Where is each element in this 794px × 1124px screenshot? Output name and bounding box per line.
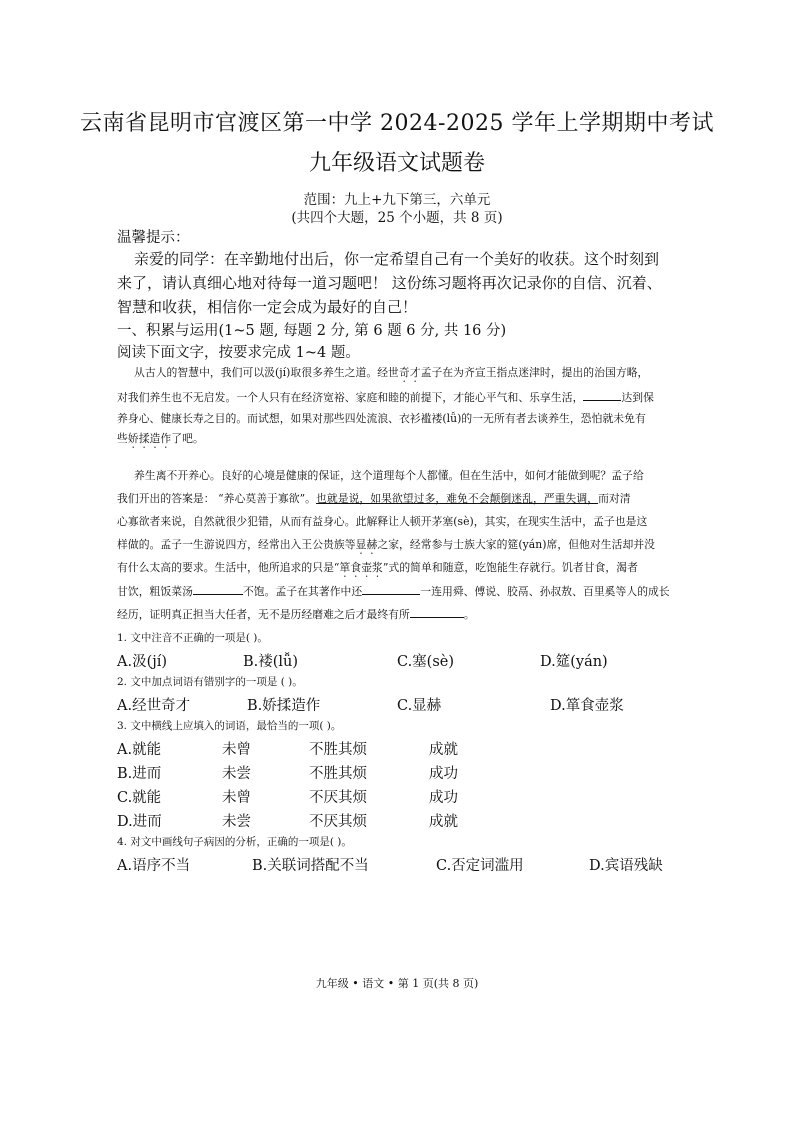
q2-option-a[interactable]: A.经世奇才	[117, 698, 191, 714]
underlined-sentence: 也就是说，如果欲望过多，难免不会颠倒迷乱，严重失调，	[316, 492, 599, 505]
passage-line: 养生离不开养心。良好的心境是健康的保证，这个道理每个人都懂。但在生活中，如何才能做到呢？孟子给	[134, 469, 644, 482]
q1-option-c[interactable]: C.塞(sè)	[397, 654, 455, 670]
passage-line: 甘饮，粗饭菜汤 不饱。孟子在其著作中还 一连用舜、傅说、胶鬲、孙叔敖、百里奚等人的成长	[117, 585, 670, 598]
q3-option-b[interactable]: B.进而	[117, 766, 162, 782]
exam-subtitle: 九年级语文试题卷	[308, 151, 485, 176]
passage-line: 有什么太高的要求。生活中，他所追求的只是“箪食壶浆”式的简单和随意，吃饱能生存就行。饥者甘食，渴者	[117, 561, 638, 574]
q3-option-c[interactable]: C.就能	[117, 790, 162, 806]
dotted-word: 娇揉造作	[127, 432, 172, 445]
q3-option-a-word4: 成就	[429, 742, 458, 758]
q3-option-d-word4: 成就	[429, 814, 458, 830]
q4-option-c[interactable]: C.否定词滥用	[436, 858, 524, 874]
q3-option-a-word2: 未曾	[222, 742, 251, 758]
q2-option-d[interactable]: D.箪食壶浆	[550, 698, 624, 714]
section-1-title: 一、积累与运用(1~5 题, 每题 2 分, 第 6 题 6 分, 共 16 分)	[117, 323, 507, 339]
q1-option-a[interactable]: A.汲(jí)	[117, 654, 168, 670]
dotted-word: 奇才	[398, 366, 421, 379]
passage-line: 样做的。孟子一生游说四方，经常出入王公贵族等显赫之家，经常参与士族大家的筵(yán)席，但他对生活却并没	[117, 538, 655, 551]
question-4-stem: 4. 对文中画线句子病因的分析，正确的一项是( )。	[117, 836, 352, 848]
passage-line: 些娇揉造作了吧。	[117, 432, 204, 445]
exam-title: 云南省昆明市官渡区第一中学 2024-2025 学年上学期期中考试	[80, 111, 714, 136]
passage-line: 从古人的智慧中，我们可以汲(jí)取很多养生之道。经世奇才孟子在为齐宣王指点迷津时，提出的治国方略，	[134, 366, 649, 379]
dotted-word: 箪食壶浆	[339, 561, 383, 574]
section-1-instruction: 阅读下面文字，按要求完成 1~4 题。	[117, 345, 360, 361]
question-1-stem: 1. 文中注音不正确的一项是( )。	[117, 632, 268, 644]
exam-scope: 范围：九上+九下第三，六单元	[303, 192, 491, 208]
question-2-stem: 2. 文中加点词语有错别字的一项是 ( )。	[117, 676, 303, 688]
fill-blank	[583, 389, 621, 401]
q1-option-d[interactable]: D.筵(yán)	[540, 654, 608, 670]
passage-line: 养身心、健康长寿之目的。而试想，如果对那些四处流浪、衣衫褴褛(lǚ)的一无所有者去谈养生，恐怕就未免有	[117, 412, 646, 425]
fill-blank	[362, 583, 420, 595]
tip-line-1: 亲爱的同学：在辛勤地付出后，你一定希望自己有一个美好的收获。这个时刻到	[134, 250, 660, 268]
q4-option-d[interactable]: D.宾语残缺	[589, 858, 663, 874]
q2-option-b[interactable]: B.娇揉造作	[247, 698, 321, 714]
fill-blank	[193, 583, 243, 595]
page-footer: 九年级 • 语文 • 第 1 页(共 8 页)	[315, 977, 479, 990]
q3-option-b-word4: 成功	[429, 766, 458, 782]
q3-option-d[interactable]: D.进而	[117, 814, 162, 830]
passage-line: 我们开出的答案是： “养心莫善于寡欲”。也就是说，如果欲望过多，难免不会颠倒迷乱，严重失调，而对清	[117, 492, 631, 505]
exam-info: (共四个大题，25 个小题，共 8 页)	[291, 210, 503, 226]
q4-option-a[interactable]: A.语序不当	[117, 858, 191, 874]
tip-line-3: 智慧和收获，相信你一定会成为最好的自己！	[117, 298, 418, 316]
q4-option-b[interactable]: B.关联词搭配不当	[252, 858, 369, 874]
tip-line-2: 来了，请认真细心地对待每一道习题吧！ 这份练习题将再次记录你的自信、沉着、	[117, 274, 662, 292]
passage-line: 心寡欲者来说，自然就很少犯错，从而有益身心。此解释让人顿开茅塞(sè)，其实，在现实生活中，孟子也是这	[117, 515, 648, 528]
q3-option-d-word2: 未尝	[222, 814, 251, 830]
q1-option-b[interactable]: B.褛(lǚ)	[243, 654, 299, 670]
q3-option-c-word3: 不厌其烦	[309, 790, 367, 806]
q3-option-c-word4: 成功	[429, 790, 458, 806]
q2-option-c[interactable]: C.显赫	[397, 698, 442, 714]
tip-label: 温馨提示：	[117, 230, 190, 246]
q3-option-d-word3: 不厌其烦	[309, 814, 367, 830]
passage-line: 对我们养生也不无启发。一个人只有在经济宽裕、家庭和睦的前提下，才能心平气和、乐享生活， 达到保	[117, 391, 654, 404]
question-3-stem: 3. 文中横线上应填入的词语，最恰当的一项( )。	[117, 720, 342, 732]
q3-option-a[interactable]: A.就能	[117, 742, 162, 758]
passage-line: 经历，证明真正担当大任者，无不是历经磨难之后才最终有所 。	[117, 608, 475, 621]
dotted-word: 显赫	[355, 538, 378, 551]
q3-option-c-word2: 未曾	[222, 790, 251, 806]
q3-option-b-word3: 不胜其烦	[309, 766, 367, 782]
q3-option-b-word2: 未尝	[222, 766, 251, 782]
q3-option-a-word3: 不胜其烦	[309, 742, 367, 758]
fill-blank	[410, 606, 464, 618]
